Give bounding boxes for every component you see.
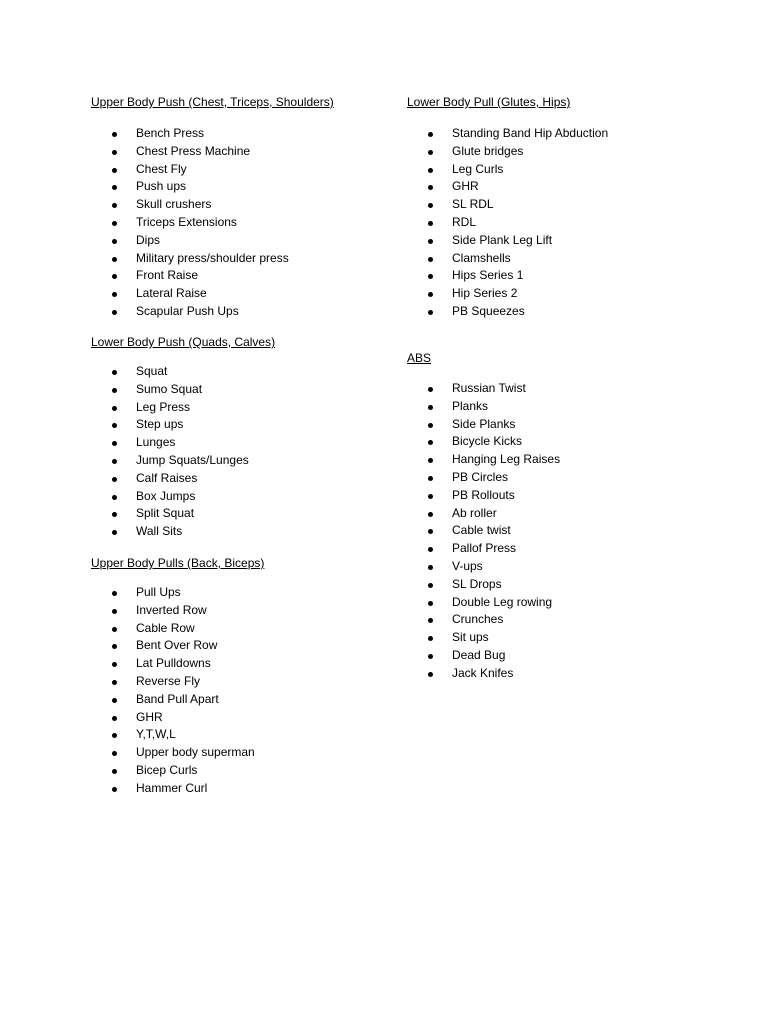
list-item xyxy=(91,505,275,523)
item-label: PB Squeezes xyxy=(452,303,525,318)
list-item xyxy=(407,303,608,321)
list-item xyxy=(91,584,264,602)
item-label: Hip Series 2 xyxy=(452,286,518,301)
item-label: Skull crushers xyxy=(136,197,212,212)
item-label: PB Rollouts xyxy=(452,487,515,502)
section-heading: Lower Body Push (Quads, Calves) xyxy=(91,335,276,349)
bullet-icon xyxy=(112,680,117,685)
bullet-icon xyxy=(112,627,117,632)
list-item xyxy=(91,691,264,709)
item-label: Calf Raises xyxy=(136,470,198,485)
item-label: Triceps Extensions xyxy=(136,214,237,229)
bullet-icon xyxy=(428,512,433,517)
bullet-icon xyxy=(112,698,117,703)
item-label: GHR xyxy=(452,179,479,194)
bullet-icon xyxy=(428,405,433,410)
item-label: Front Raise xyxy=(136,268,199,283)
item-label: RDL xyxy=(452,214,477,229)
bullet-icon xyxy=(112,423,117,428)
bullet-icon xyxy=(428,476,433,481)
item-label: Leg Curls xyxy=(452,161,504,176)
list-item xyxy=(407,250,608,268)
item-label: Lateral Raise xyxy=(136,286,207,301)
item-label: PB Circles xyxy=(452,469,509,484)
list-item xyxy=(91,744,264,762)
bullet-icon xyxy=(428,618,433,623)
list-item xyxy=(91,762,264,780)
list-item xyxy=(91,655,264,673)
item-label: Dead Bug xyxy=(452,647,506,662)
bullet-icon xyxy=(428,310,433,315)
item-label: Y,T,W,L xyxy=(136,727,176,742)
list-item xyxy=(407,629,560,647)
list-item xyxy=(91,780,264,798)
list-item xyxy=(91,214,334,232)
list-item xyxy=(91,143,334,161)
bullet-icon xyxy=(112,406,117,411)
item-label: Cable Row xyxy=(136,620,195,635)
bullet-icon xyxy=(112,787,117,792)
list-item xyxy=(407,267,608,285)
bullet-icon xyxy=(112,495,117,500)
list-item xyxy=(407,611,560,629)
item-label: Hanging Leg Raises xyxy=(452,452,561,467)
list-item xyxy=(91,125,334,143)
bullet-icon xyxy=(428,292,433,297)
list-item xyxy=(407,647,560,665)
list-item xyxy=(407,594,560,612)
list-item xyxy=(407,576,560,594)
list-item xyxy=(91,726,264,744)
list-item xyxy=(91,285,334,303)
list-item xyxy=(407,143,608,161)
bullet-icon xyxy=(428,547,433,552)
item-label: Inverted Row xyxy=(136,602,207,617)
bullet-icon xyxy=(112,769,117,774)
list-item xyxy=(407,196,608,214)
list-item xyxy=(91,196,334,214)
bullet-icon xyxy=(428,423,433,428)
item-label: Crunches xyxy=(452,612,504,627)
section-heading: Lower Body Pull (Glutes, Hips) xyxy=(407,95,571,109)
item-label: Russian Twist xyxy=(452,381,526,395)
list-item xyxy=(91,637,264,655)
item-label: Planks xyxy=(452,398,489,413)
item-label: Squat xyxy=(136,364,168,378)
item-label: Bent Over Row xyxy=(136,638,218,653)
bullet-icon xyxy=(428,583,433,588)
bullet-icon xyxy=(428,274,433,279)
bullet-icon xyxy=(112,477,117,482)
bullet-icon xyxy=(112,185,117,190)
bullet-icon xyxy=(428,529,433,534)
bullet-icon xyxy=(428,565,433,570)
exercise-list xyxy=(91,363,275,541)
list-item xyxy=(91,232,334,250)
list-item xyxy=(91,416,275,434)
bullet-icon xyxy=(112,132,117,137)
bullet-icon xyxy=(428,440,433,445)
bullet-icon xyxy=(428,494,433,499)
list-item xyxy=(91,620,264,638)
section-heading: Upper Body Push (Chest, Triceps, Shoulders) xyxy=(91,95,334,109)
list-item xyxy=(407,125,608,143)
bullet-icon xyxy=(112,257,117,262)
list-item xyxy=(91,602,264,620)
list-item xyxy=(91,673,264,691)
bullet-icon xyxy=(112,751,117,756)
list-item xyxy=(407,540,560,558)
section-abs xyxy=(407,350,560,683)
list-item xyxy=(407,558,560,576)
list-item xyxy=(91,523,275,541)
bullet-icon xyxy=(112,591,117,596)
bullet-icon xyxy=(428,601,433,606)
item-label: Box Jumps xyxy=(136,488,196,503)
list-item xyxy=(91,399,275,417)
bullet-icon xyxy=(428,150,433,155)
item-label: SL RDL xyxy=(452,197,494,212)
bullet-icon xyxy=(428,239,433,244)
item-label: Chest Press Machine xyxy=(136,143,251,158)
item-label: Clamshells xyxy=(452,250,511,265)
item-label: Lunges xyxy=(136,435,176,450)
item-label: Bench Press xyxy=(136,126,205,140)
item-label: Pull Ups xyxy=(136,585,181,599)
item-label: Double Leg rowing xyxy=(452,594,553,609)
bullet-icon xyxy=(112,203,117,208)
item-label: Leg Press xyxy=(136,399,191,414)
section-lower-body-pull xyxy=(407,94,608,321)
list-item xyxy=(407,487,560,505)
bullet-icon xyxy=(428,203,433,208)
bullet-icon xyxy=(112,274,117,279)
bullet-icon xyxy=(112,733,117,738)
bullet-icon xyxy=(112,716,117,721)
list-item xyxy=(91,488,275,506)
bullet-icon xyxy=(112,292,117,297)
item-label: Bicep Curls xyxy=(136,762,198,777)
list-item xyxy=(91,434,275,452)
bullet-icon xyxy=(112,644,117,649)
bullet-icon xyxy=(112,150,117,155)
item-label: Push ups xyxy=(136,179,187,194)
bullet-icon xyxy=(428,636,433,641)
section-heading: ABS xyxy=(407,351,432,365)
list-item xyxy=(91,161,334,179)
bullet-icon xyxy=(428,221,433,226)
bullet-icon xyxy=(112,459,117,464)
section-upper-body-pulls xyxy=(91,555,264,798)
bullet-icon xyxy=(112,168,117,173)
item-label: Jump Squats/Lunges xyxy=(136,452,249,467)
list-item xyxy=(91,363,275,381)
list-item xyxy=(407,505,560,523)
exercise-list xyxy=(407,380,560,683)
list-item xyxy=(407,214,608,232)
bullet-icon xyxy=(428,458,433,463)
bullet-icon xyxy=(428,257,433,262)
list-item xyxy=(91,381,275,399)
list-item xyxy=(91,267,334,285)
list-item xyxy=(407,469,560,487)
item-label: Bicycle Kicks xyxy=(452,434,523,449)
bullet-icon xyxy=(428,168,433,173)
bullet-icon xyxy=(112,310,117,315)
list-item xyxy=(91,303,334,321)
list-item xyxy=(407,178,608,196)
item-label: Chest Fly xyxy=(136,161,187,176)
item-label: Lat Pulldowns xyxy=(136,656,211,671)
bullet-icon xyxy=(112,370,117,375)
list-item xyxy=(407,665,560,683)
bullet-icon xyxy=(112,609,117,614)
item-label: V-ups xyxy=(452,558,483,573)
item-label: Side Plank Leg Lift xyxy=(452,232,553,247)
list-item xyxy=(407,433,560,451)
list-item xyxy=(407,380,560,398)
list-item xyxy=(407,416,560,434)
section-lower-body-push xyxy=(91,334,275,541)
bullet-icon xyxy=(112,441,117,446)
exercise-list xyxy=(91,584,264,798)
bullet-icon xyxy=(112,239,117,244)
item-label: Sumo Squat xyxy=(136,381,203,396)
list-item xyxy=(407,161,608,179)
bullet-icon xyxy=(112,530,117,535)
list-item xyxy=(407,285,608,303)
list-item xyxy=(91,452,275,470)
list-item xyxy=(407,232,608,250)
item-label: Hips Series 1 xyxy=(452,268,524,283)
item-label: Sit ups xyxy=(452,630,489,645)
list-item xyxy=(91,178,334,196)
exercise-list xyxy=(91,125,334,321)
item-label: Glute bridges xyxy=(452,143,524,158)
list-item xyxy=(407,398,560,416)
list-item xyxy=(91,709,264,727)
bullet-icon xyxy=(112,512,117,517)
bullet-icon xyxy=(112,221,117,226)
list-item xyxy=(91,250,334,268)
item-label: Jack Knifes xyxy=(452,665,514,680)
bullet-icon xyxy=(428,672,433,677)
item-label: Standing Band Hip Abduction xyxy=(452,126,609,140)
section-upper-body-push xyxy=(91,94,334,321)
exercise-list xyxy=(407,125,608,321)
item-label: Pallof Press xyxy=(452,541,517,556)
item-label: Wall Sits xyxy=(136,524,183,539)
item-label: Side Planks xyxy=(452,416,516,431)
bullet-icon xyxy=(112,388,117,393)
item-label: Step ups xyxy=(136,417,184,432)
item-label: Ab roller xyxy=(452,505,497,520)
bullet-icon xyxy=(428,387,433,392)
item-label: Upper body superman xyxy=(136,745,255,760)
item-label: Split Squat xyxy=(136,506,195,521)
bullet-icon xyxy=(428,132,433,137)
item-label: Scapular Push Ups xyxy=(136,303,239,318)
list-item xyxy=(91,470,275,488)
list-item xyxy=(407,451,560,469)
item-label: Reverse Fly xyxy=(136,673,201,688)
section-heading: Upper Body Pulls (Back, Biceps) xyxy=(91,556,265,570)
item-label: Cable twist xyxy=(452,523,511,538)
item-label: Military press/shoulder press xyxy=(136,250,289,265)
item-label: Hammer Curl xyxy=(136,780,208,795)
bullet-icon xyxy=(428,654,433,659)
bullet-icon xyxy=(112,662,117,667)
bullet-icon xyxy=(428,185,433,190)
item-label: Band Pull Apart xyxy=(136,691,219,706)
item-label: GHR xyxy=(136,709,163,724)
item-label: Dips xyxy=(136,232,161,247)
list-item xyxy=(407,522,560,540)
item-label: SL Drops xyxy=(452,576,502,591)
